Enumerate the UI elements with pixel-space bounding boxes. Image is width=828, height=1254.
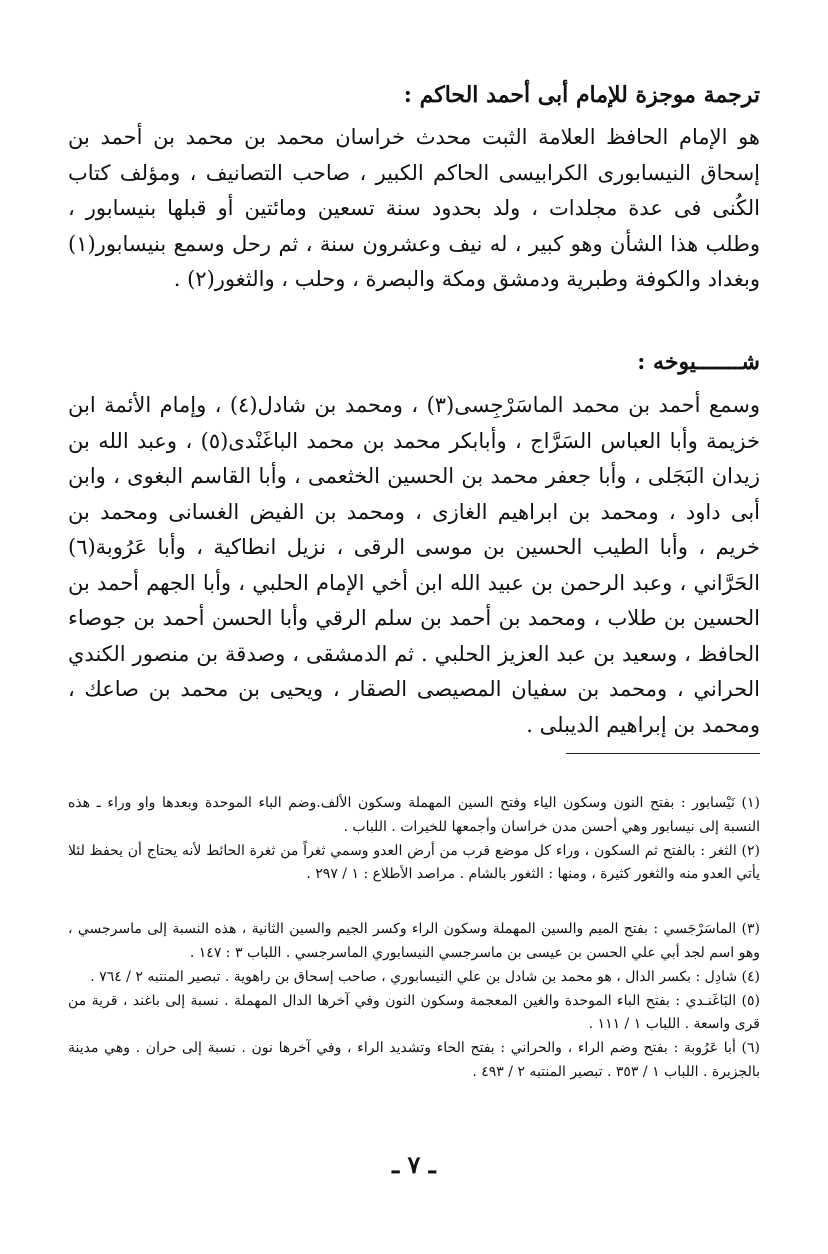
teachers-paragraph: وسمع أحمد بن محمد الماسَرْجِسى(٣) ، ومحمد بن شادل(٤) ، وإمام الأئمة ابن خزيمة وأبا العباس السَرَّاج ، وأبابكر محمد بن محمد الباغَنْدى(٥) ، وعبد الله بن زيدان البَجَلى ، وأبا جعفر محمد بن الحسين الخثعمى ، وأبا القاسم البغوى ، وابن أبى داود ، ومحمد بن ابراهيم الغازى ، ومحمد بن الفيض الغسانى ومحمد بن خريم ، وأبا الطيب الحسين بن موسى الرقى ، نزيل انطاكية ، وأبا عَرُوبة(٦) الحَرَّاني ، وعبد الرحمن بن عبيد الله ابن أخي الإمام الحلبي ، وأبا الجهم أحمد بن الحسين بن طلاب ، ومحمد بن أحمد بن سلم الرقي وأبا الحسن أحمد بن جوصاء الحافظ ، وسعيد بن عبد العزيز الحلبي . ثم الدمشقى ، وصدقة بن منصور الكندي الحراني ، ومحمد بن سفيان المصيصى الصقار ، ويحيى بن محمد بن صاعك ، ومحمد بن إبراهيم الديبلى . [68,393,760,737]
footnote-6: (٦) أبا عَرُوبة : بفتح وضم الراء ، والحراني : بفتح الحاء وتشديد الراء ، وفي آخرها نون . نسبة إلى حران . وهي مدينة بالجزيرة . اللباب ١ / ٣٥٣ . تبصير المنتبه ٢ / ٤٩٣ . [68,1040,760,1080]
footnote-5: (٥) البَاغَنـدي : بفتح الباء الموحدة والغين المعجمة وسكون النون وفي آخرها الدال المهملة . نسبة إلى باغند ، قرية من قرى واسعة . اللباب ١ / ١١١ . [68,992,760,1032]
footnote-1: (١) نَيْسابور : بفتح النون وسكون الياء وفتح السين المهملة وسكون الألف.وضم الباء الموحدة وبعدها واو وراء ـ هذه النسبة إلى نيسابور وهي أحسن مدن خراسان وأجمعها للخيرات . اللباب . [68,795,760,835]
footnote-3: (٣) الماسَرْجَسي : بفتح الميم والسين المهملة وسكون الراء وكسر الجيم والسين الثانية ، هذه النسبة إلى ماسرجسي ، وهو اسم لجد أبي علي الحسن بن عيسى بن ماسرجسي النيسابوري الماسرجسي . اللباب ٣ : ١٤٧ . [68,921,760,961]
teachers-heading: شـــــــيوخه : [637,349,760,375]
footnote-4: (٤) شادِل : بكسر الدال ، هو محمد بن شادل بن علي النيسابوري ، صاحب إسحاق بن راهوية . تبصير المنتبه ٢ / ٧٦٤ . [90,968,760,985]
footnote-2: (٢) الثغر : بالفتح ثم السكون ، وراء كل موضع قرب من أرض العدو وسمي ثغراً من ثغرة الحائط لأنه يحتاج أن يحفظ لئلا يأتي العدو منه والثغور كثيرة ، ومنها : الثغور بالشام . مراصد الأطلاع : ١ / ٢٩٧ . [68,842,760,882]
biography-heading: ترجمة موجزة للإمام أبى أحمد الحاكم : [403,82,760,108]
footnote-divider [566,753,760,754]
footnotes-group-2 [68,918,760,1085]
biography-paragraph: هو الإمام الحافظ العلامة الثبت محدث خراسان محمد بن محمد بن أحمد بن إسحاق النيسابورى الكرابيسى الحاكم الكبير ، صاحب التصانيف ، ومؤلف كتاب الكُنى فى عدة مجلدات ، ولد بحدود سنة تسعين ومائتين أو قبلها بنيسابور ، وطلب هذا الشأن وهو كبير ، له نيف وعشرون سنة ، ثم رحل وسمع بنيسابور(١) وبغداد والكوفة وطبرية ودمشق ومكة والبصرة ، وحلب ، والثغور(٢) . [68,125,760,291]
page-number: ـ ٧ ـ [392,1150,436,1179]
footnotes-group-1 [68,792,760,887]
